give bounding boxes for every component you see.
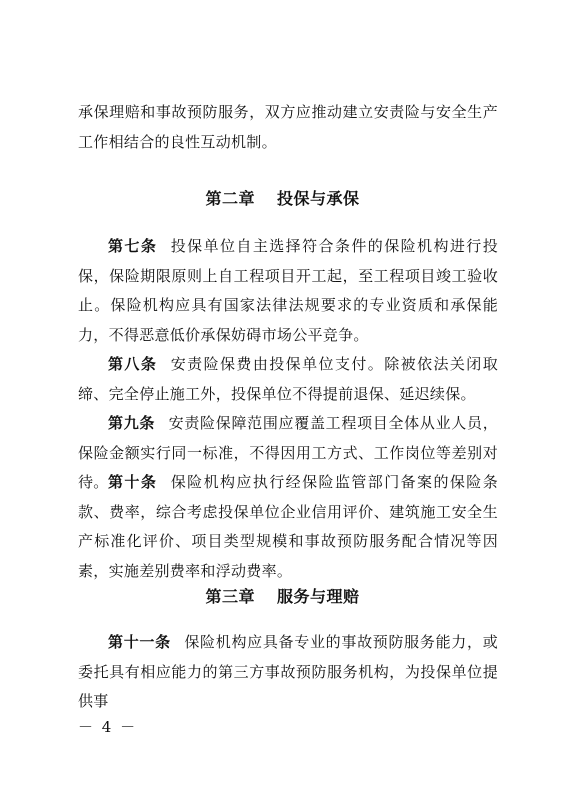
page-number: － 4 － xyxy=(78,718,138,736)
article-8 xyxy=(78,350,498,409)
article-text: 保险机构应执行经保险监管部门备案的保险条款、费率，综合考虑投保单位企业信用评价、建筑施工安全生产标准化评价、项目类型规模和事故预防服务配合情况等因素，实施差别费率和浮动费率。 xyxy=(78,473,498,580)
article-label: 第十条 xyxy=(108,473,158,491)
chapter-title: 投保与承保 xyxy=(277,189,360,208)
chapter-heading-2 xyxy=(0,186,565,209)
article-text: 安责险保障范围应覆盖工程项目全体从业人员，保险金额实行同一标准，不得因用工方式、工作岗位等差别对待。 xyxy=(78,414,498,491)
article-text: 保险机构应具备专业的事故预防服务能力，或委托具有相应能力的第三方事故预防服务机构，为投保单位提供事 xyxy=(78,633,498,710)
chapter-heading-3 xyxy=(0,584,565,607)
article-11 xyxy=(78,628,498,717)
article-7 xyxy=(78,232,498,350)
continuation-paragraph: 承保理赔和事故预防服务，双方应推动建立安责险与安全生产工作相结合的良性互动机制。 xyxy=(78,103,498,151)
article-label: 第八条 xyxy=(108,355,158,373)
article-text: 投保单位自主选择符合条件的保险机构进行投保，保险期限原则上自工程项目开工起，至工程项目竣工验收止。保险机构应具有国家法律法规要求的专业资质和承保能力，不得恶意低价承保妨碍市场公平竞争。 xyxy=(78,237,498,344)
article-label: 第七条 xyxy=(108,237,158,255)
article-label: 第九条 xyxy=(108,414,156,432)
chapter-number: 第三章 xyxy=(205,587,255,606)
chapter-number: 第二章 xyxy=(205,189,255,208)
article-label: 第十一条 xyxy=(108,633,171,651)
chapter-title: 服务与理赔 xyxy=(277,587,360,606)
article-10 xyxy=(78,468,498,586)
article-text: 安责险保费由投保单位支付。除被依法关闭取缔、完全停止施工外，投保单位不得提前退保、延迟续保。 xyxy=(78,355,498,403)
